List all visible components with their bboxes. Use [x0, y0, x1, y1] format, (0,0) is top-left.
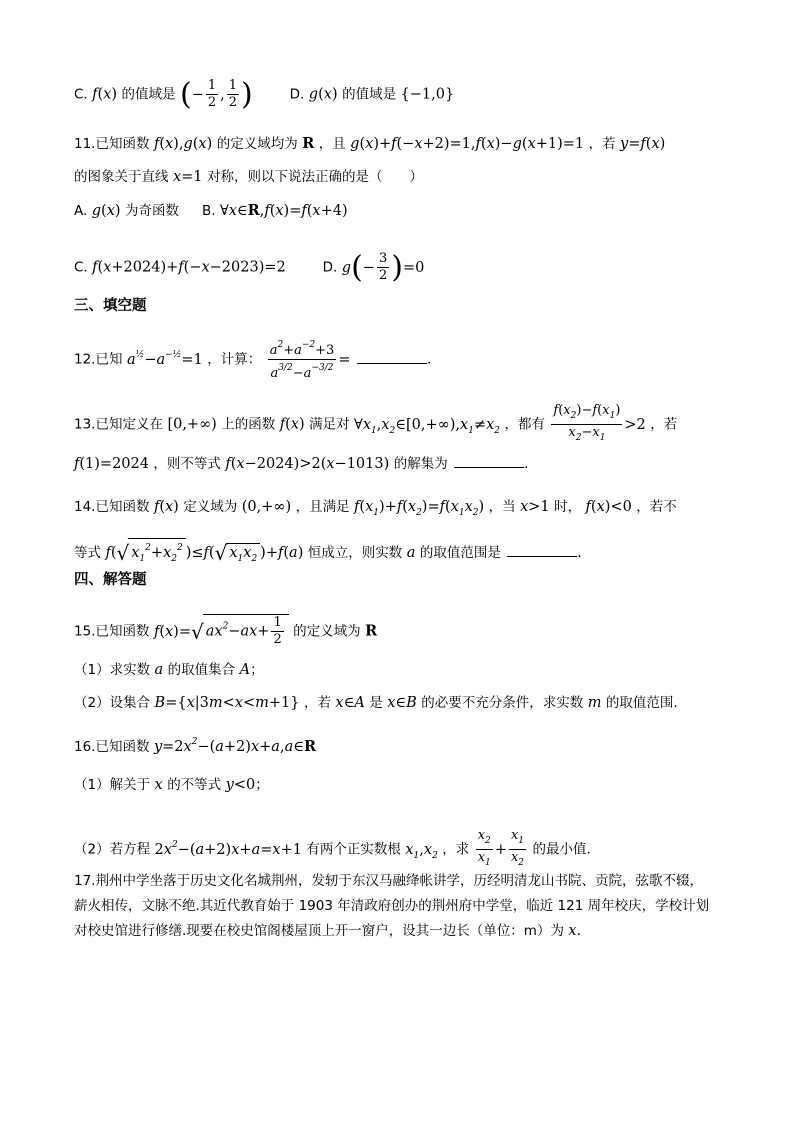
q13-line2-mid: ，则不等式	[153, 456, 221, 472]
q15-part2-a: （2）设集合	[74, 695, 151, 711]
q14-line2-tail: 的取值范围是	[419, 545, 501, 561]
q11-optC-math: f(x+2024)+f(−x−2023)=2	[92, 259, 286, 276]
q14-mid3: ，当	[488, 499, 516, 515]
q13-answer-blank[interactable]	[454, 455, 524, 468]
q11-line2-text: 的图象关于直线	[74, 169, 169, 185]
q14-mid2: ，且满足	[295, 499, 350, 515]
q11-optC-label: C.	[74, 259, 88, 276]
q16-part2-a: （2）若方程	[74, 841, 151, 858]
q11-optA-label: A.	[74, 203, 88, 219]
q16-math-roots: $x_1,x_2$	[405, 841, 438, 861]
q14-mid1: 定义域为	[183, 499, 238, 515]
q15-part1: （1）求实数 a 的取值集合 A；	[74, 662, 264, 678]
q15-prefix: 15.已知函数	[74, 623, 150, 640]
q11-optD-label: D.	[322, 259, 338, 276]
q11-stem-line1	[74, 135, 665, 153]
q15-part2-c: 是	[369, 695, 383, 711]
q11-math-conditions: g(x)+f(−x+2)=1,f(x)−g(x+1)=1	[350, 136, 585, 152]
q10-optC-math: f(x)	[92, 86, 118, 103]
q15-part2-e: 的取值范围.	[605, 695, 678, 711]
q13-math-ineq: f(x−2024)>2(x−1013)	[225, 456, 390, 472]
q14-line2-prefix: 等式	[74, 545, 101, 561]
q12-math-given: $a^{\frac{1}{2}}-a^{-\frac{1}{2}}=1$	[126, 349, 203, 368]
q11-prefix: 11.已知函数	[74, 136, 150, 152]
q13-line2-tail: 的解集为	[393, 456, 448, 472]
q17-math-x: x	[568, 923, 577, 939]
q17-line3-text: 对校史馆进行修缮.现要在校史馆阁楼屋顶上开一窗户，设其一边长（单位：m）为	[74, 923, 564, 939]
q15-part2	[74, 694, 678, 712]
q13-math-forall: $\forall x_1,x_2\in[0,+\infty),x_1\ne x_2$	[354, 416, 500, 436]
q13-math-ratio: $\frac{f(x_2)-f(x_1)}{x_2-x_1}$ >2	[553, 403, 646, 443]
q13-mid3: ，都有	[504, 416, 545, 433]
q15-math-xinB: x∈B	[387, 695, 417, 711]
q14-line2: 等式 f(√ $x_1^2+x_2^2$ )≤f(√ $x_1x_2$ )+f(a) 恒成立，则实数 a 的取值范围是 .	[74, 538, 582, 568]
q10-optD-text: 的值域是	[342, 86, 397, 103]
q16-part2-d: 的最小值.	[532, 841, 591, 858]
q16-part1-a: （1）解关于	[74, 777, 151, 793]
q14-line1	[74, 498, 677, 522]
q15-stem	[74, 614, 377, 648]
section-4-title: 四、解答题	[74, 572, 147, 588]
q15-part2-d: 的必要不充分条件，求实数	[421, 695, 584, 711]
q10-optC-text: 的值域是	[121, 86, 176, 103]
q16-stem	[74, 733, 316, 756]
q15-math-xinA: x∈A	[335, 695, 365, 711]
q14-math-fneg: f(x)<0	[585, 499, 632, 515]
q11-stem-line2	[74, 168, 423, 186]
q13-line2: f(1)=2024 ，则不等式 f(x−2024)>2(x−1013) 的解集为 .	[74, 456, 529, 472]
section-3-title: 三、填空题	[74, 298, 147, 314]
q10-optD-math: g(x)	[308, 86, 338, 103]
q12-math-expr: $\frac{a^2+a^{-2}+3}{a^{3/2}-a^{-3/2}}$ =	[266, 352, 351, 368]
q16-math-ylt0: y<0	[225, 777, 256, 793]
q10-options-cd	[74, 78, 454, 111]
q16-part2-c: ，求	[442, 841, 470, 858]
q13-line1	[74, 403, 677, 446]
q11-math-x1: x=1	[172, 169, 203, 185]
q10-optC-label: C.	[74, 86, 88, 103]
q12: 12.已知 $a^{\frac{1}{2}}-a^{-\frac{1}{2}}=1$ ，计算： $\frac{a^2+a^{-2}+3}{a^{3/2}-a^{-3/2}}$ = .	[74, 337, 431, 382]
q11-mid1: 的定义域均为	[216, 136, 298, 152]
q13-math-interval: [0,+∞)	[167, 416, 217, 433]
q16-part2	[74, 828, 591, 871]
q11-line2-tail: 对称，则以下说法正确的是（ ）	[206, 169, 423, 185]
q15-math-R: R	[365, 622, 378, 640]
q11-math-y: y=f(x)	[620, 136, 666, 152]
q14-math-xgt1: x>1	[520, 499, 550, 515]
q11-optB-label: B.	[201, 203, 216, 219]
q14-answer-blank[interactable]	[507, 544, 577, 557]
q17-line2: 薪火相传，文脉不绝.其近代教育始于 1903 年清政府创办的荆州府中学堂，临近 121 周年校庆，学校计划	[74, 898, 710, 914]
q16-math-x: x	[154, 777, 163, 793]
q15-part1-a: （1）求实数	[74, 662, 151, 678]
q16-part1-b: 的不等式	[167, 777, 222, 793]
q16-prefix: 16.已知函数	[74, 739, 150, 755]
q11-optA-math: g(x)	[91, 203, 121, 219]
q14-math-func-eq: $f(x_1)+f(x_2)=f(x_1x_2)$	[354, 499, 485, 518]
q11-math-fg: f(x),g(x)	[153, 136, 213, 152]
q11-math-R: R	[302, 135, 315, 152]
q16-part2-b: 有两个正实数根	[306, 841, 401, 858]
q10-optD-label: D.	[289, 86, 305, 103]
q13-math-f: f(x)	[279, 416, 305, 433]
q15-math-setB: B={x|3m<x<m+1}	[154, 695, 300, 711]
q13-mid2: 满足对	[309, 416, 350, 433]
q14-line2-mid: 恒成立，则实数	[307, 545, 403, 561]
q14-prefix: 14.已知函数	[74, 499, 150, 515]
q11-mid3: ，若	[588, 136, 616, 152]
q15-math-m: m	[587, 695, 602, 711]
q11-optB-math: ∀x∈R,f(x)=f(x+4)	[219, 202, 348, 219]
q13-prefix: 13.已知定义在	[74, 416, 163, 433]
q11-mid2: ，且	[318, 136, 346, 152]
q12-prefix: 12.已知	[74, 351, 123, 368]
q16-math-eq: $2x^2-(a+2)x+a=x+1$	[154, 839, 302, 858]
q15-part2-b: ，若	[303, 695, 331, 711]
q15-math-A: A	[239, 662, 251, 678]
q17-line3: 对校史馆进行修缮.现要在校史馆阁楼屋顶上开一窗户，设其一边长（单位：m）为 x.	[74, 923, 582, 939]
q11-optA-text: 为奇函数	[125, 203, 180, 219]
q13-math-f1: f(1)=2024	[74, 456, 149, 472]
q16-math-expr: $\frac{x_2}{x_1}$ + $\frac{x_1}{x_2}$	[477, 828, 525, 868]
q14-math-a: a	[406, 545, 416, 561]
q15-math-func: f(x)=√ $ax^2-ax+$ $\frac{1}{2}$	[154, 624, 289, 640]
q12-answer-blank[interactable]	[357, 351, 427, 364]
q14-math-f: f(x)	[153, 499, 179, 515]
q10-optD-range: {−1,0}	[400, 86, 455, 103]
q12-mid: ，计算：	[207, 351, 262, 368]
q13-tail: ，若	[650, 416, 678, 433]
q14-tail: ，若不	[636, 499, 677, 515]
q17-line1: 17.荆州中学坐落于历史文化名城荆州，发轫于东汉马融绛帐讲学，历经明清龙山书院、贡院，弦歌不辍，	[74, 873, 703, 889]
q14-mid4: 时，	[554, 499, 582, 515]
q13-mid1: 上的函数	[221, 416, 276, 433]
q10-optC-range: (− $\frac{1}{2}$ , $\frac{1}{2}$ )	[179, 76, 253, 112]
q15-part1-b: 的取值集合	[167, 662, 236, 678]
q16-part1: （1）解关于 x 的不等式 y<0；	[74, 777, 269, 793]
q14-math-ineq: f(√ $x_1^2+x_2^2$ )≤f(√ $x_1x_2$ )+f(a)	[105, 545, 303, 561]
q15-tail: 的定义域为	[293, 623, 361, 640]
q15-math-a: a	[154, 662, 164, 678]
q14-math-domain: (0,+∞)	[241, 499, 292, 515]
q11-options-ab	[74, 202, 348, 220]
q11-options-cd	[74, 251, 424, 284]
q16-math-func: $y=2x^2-(a+2)x+a,a\in R$	[153, 737, 317, 755]
q11-optD-math: g(− $\frac{3}{2}$ )=0	[341, 249, 425, 285]
